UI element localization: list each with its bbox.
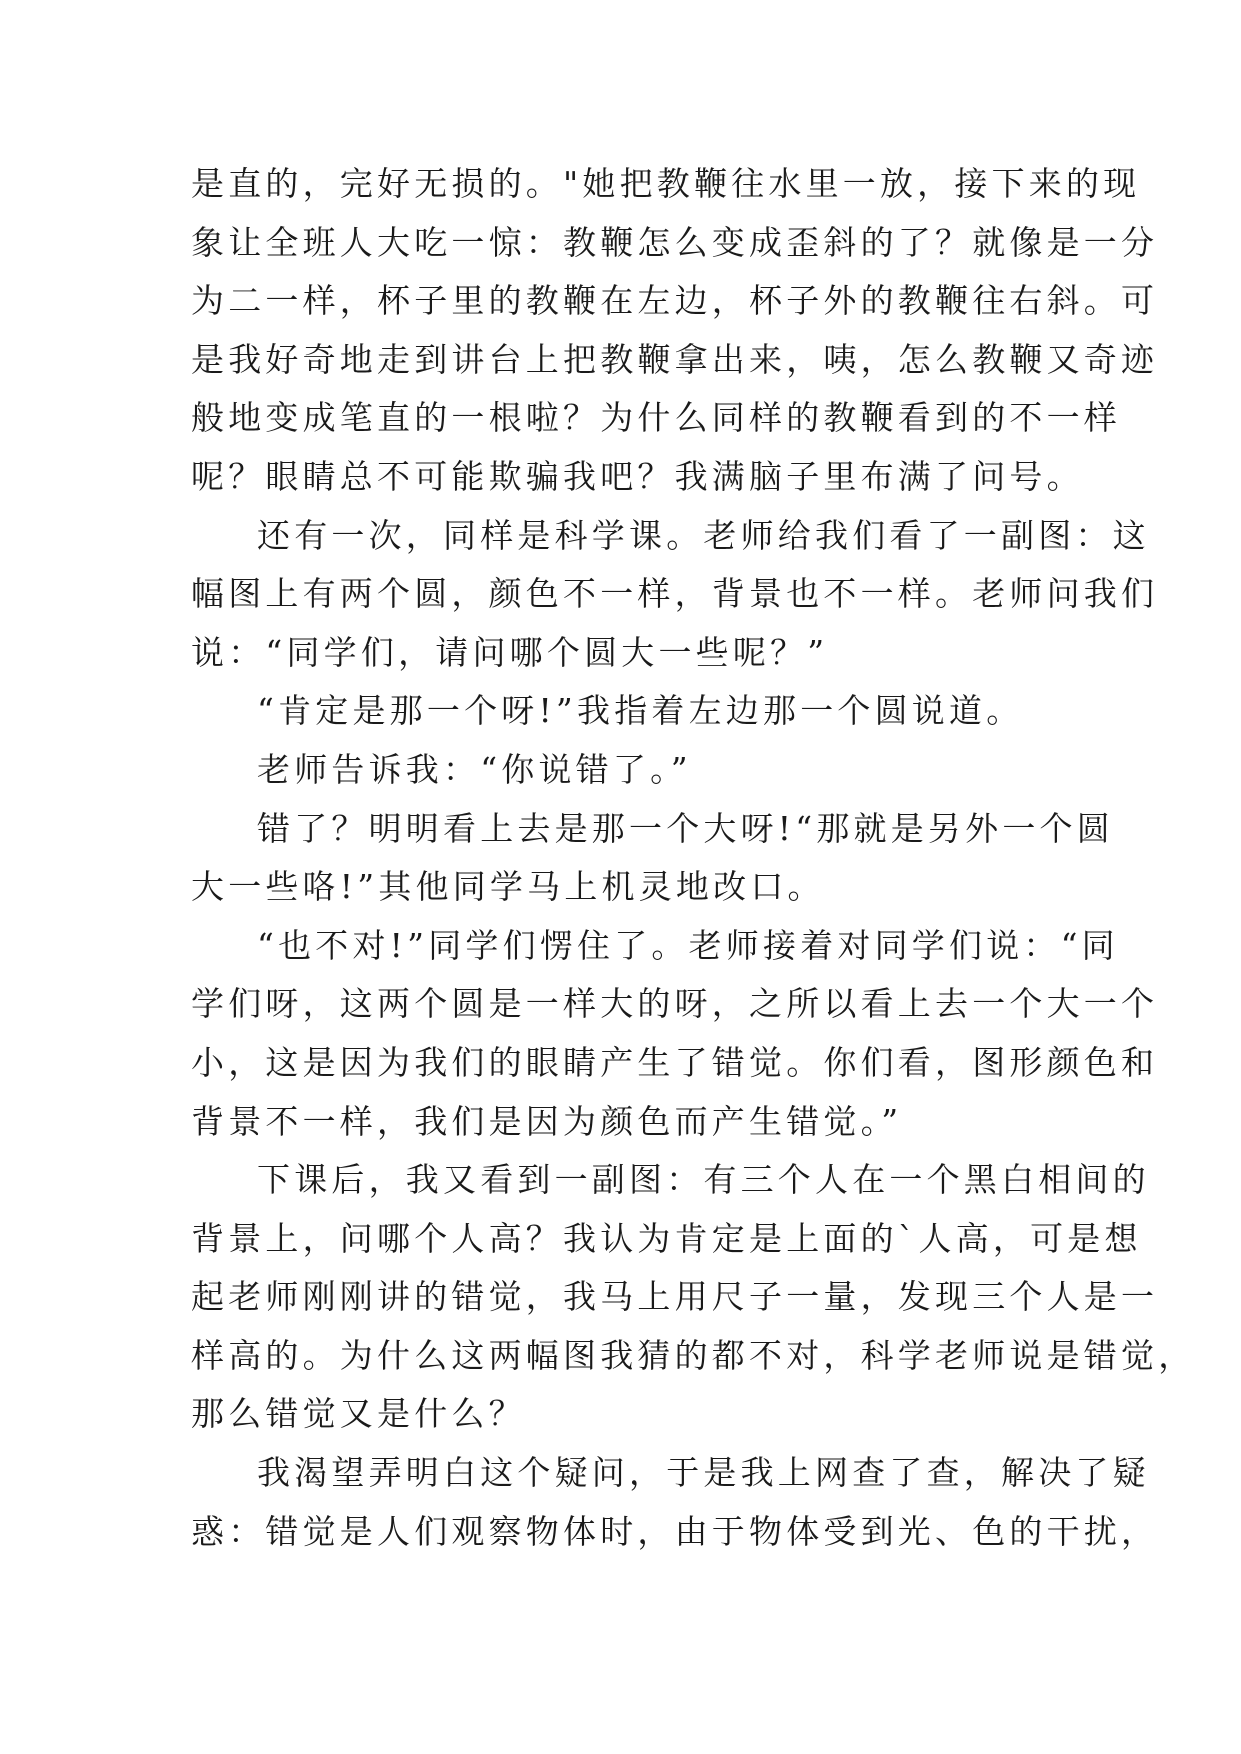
text-line: 背景不一样，我们是因为颜色而产生错觉。” [191,1101,903,1141]
paragraph-first-line: 我渴望弄明白这个疑问，于是我上网查了查，解决了疑 [257,1453,1150,1493]
text-line: 呢？眼睛总不可能欺骗我吧？我满脑子里布满了问号。 [191,456,1084,496]
text-line: 背景上，问哪个人高？我认为肯定是上面的`人高，可是想 [191,1218,1142,1258]
text-line: 为二一样，杯子里的教鞭在左边，杯子外的教鞭往右斜。可 [191,281,1159,321]
paragraph-first-line: 老师告诉我：“你说错了。” [257,749,692,789]
text-line: 是我好奇地走到讲台上把教鞭拿出来，咦，怎么教鞭又奇迹 [191,339,1159,379]
text-line: 象让全班人大吃一惊：教鞭怎么变成歪斜的了？就像是一分 [191,222,1159,262]
text-line: 那么错觉又是什么？ [191,1394,526,1434]
text-line: 样高的。为什么这两幅图我猜的都不对，科学老师说是错觉， [191,1335,1196,1375]
paragraph-first-line: 还有一次，同样是科学课。老师给我们看了一副图：这 [257,515,1150,555]
body-text [191,155,1196,1561]
paragraph-first-line: 下课后，我又看到一副图：有三个人在一个黑白相间的 [257,1160,1150,1200]
text-line: 是直的，完好无损的。"她把教鞭往水里一放，接下来的现 [191,164,1141,203]
text-line: 惑：错觉是人们观察物体时，由于物体受到光、色的干扰， [191,1511,1159,1551]
paragraph-first-line: 错了？明明看上去是那一个大呀!“那就是另外一个圆 [257,808,1114,848]
text-line: 般地变成笔直的一根啦？为什么同样的教鞭看到的不一样 [191,398,1121,438]
paragraph-first-line: “也不对!”同学们愣住了。老师接着对同学们说：“同 [257,925,1119,965]
text-line: 小，这是因为我们的眼睛产生了错觉。你们看，图形颜色和 [191,1042,1159,1082]
text-line: 起老师刚刚讲的错觉，我马上用尺子一量，发现三个人是一 [191,1277,1159,1317]
text-line: 大一些咯!”其他同学马上机灵地改口。 [191,867,825,907]
text-line: 幅图上有两个圆，颜色不一样，背景也不一样。老师问我们 [191,574,1159,614]
text-line: 学们呀，这两个圆是一样大的呀，之所以看上去一个大一个 [191,984,1159,1024]
text-line: 说：“同学们，请问哪个圆大一些呢？” [191,632,829,672]
paragraph-first-line: “肯定是那一个呀!”我指着左边那一个圆说道。 [257,691,1024,731]
